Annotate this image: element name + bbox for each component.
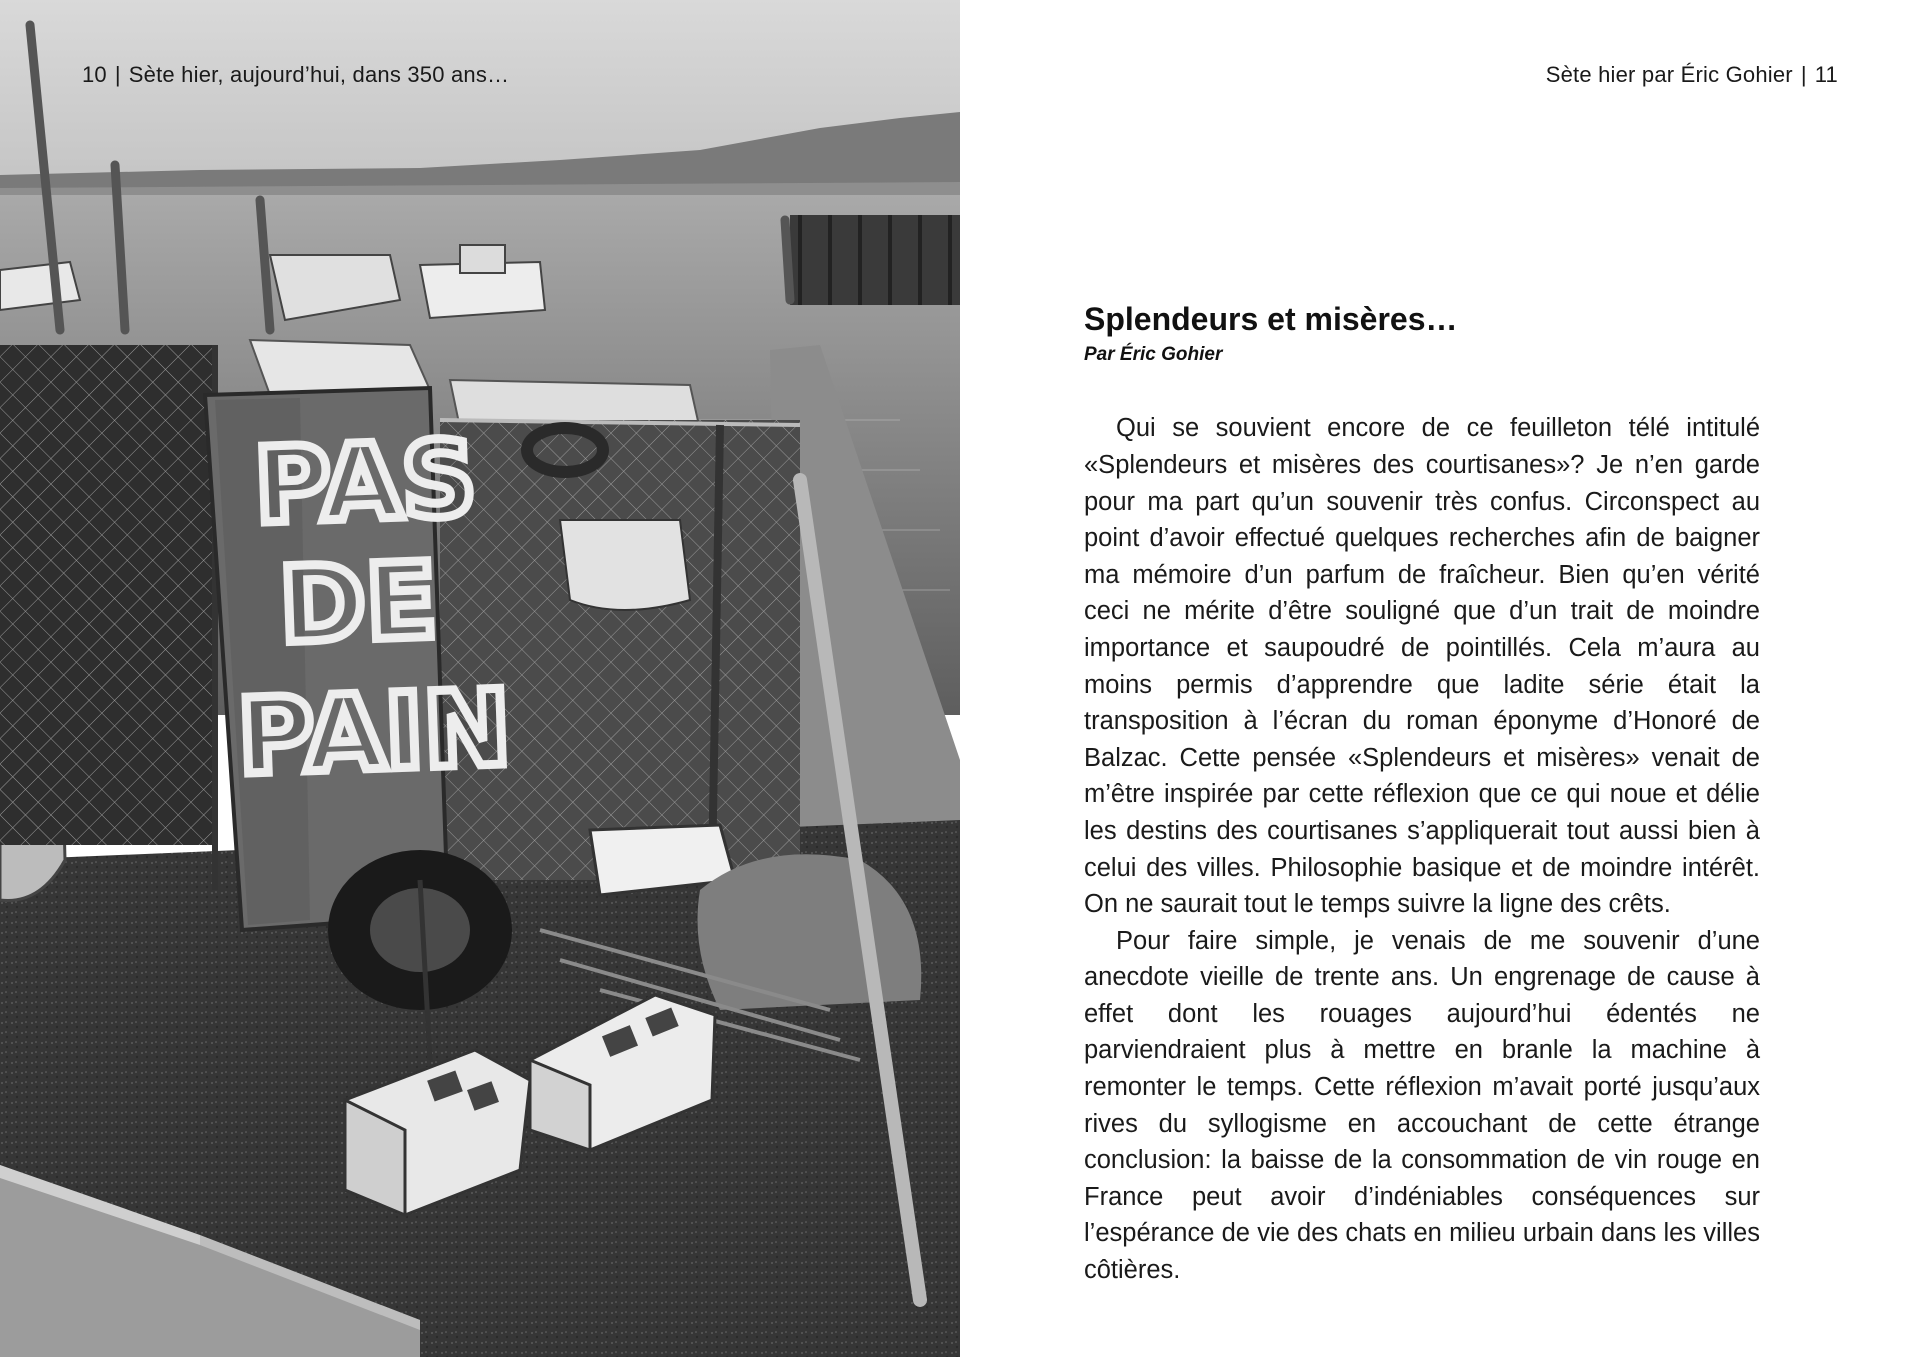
running-title-left: Sète hier, aujourd’hui, dans 350 ans… <box>128 62 510 87</box>
right-page <box>960 0 1920 1357</box>
running-head-right <box>1546 62 1838 88</box>
paragraph: Pour faire simple, je venais de me souvenir d’une anecdote vieille de trente ans. Un engrenage de cause à effet dont les rouages aujourd’hui édentés ne parviendraient plus à mettre en branle la machine à remonter le temps. Cette réflexion m’avait porté jusqu’aux rives du syllogisme en accouchant de cette étrange conclusion: la baisse de la consommation de vin rouge en France peut avoir d’indéniables conséquences sur l’espérance de vie des chats en milieu urbain dans les villes côtières. <box>1084 926 1760 1285</box>
article <box>1084 300 1760 1289</box>
article-title: Splendeurs et misères… <box>1084 301 1458 337</box>
separator-bar: | <box>1800 62 1807 87</box>
sign-line-3: PAIN <box>235 666 513 799</box>
article-byline: Par Éric Gohier <box>1084 344 1223 366</box>
paragraph: Qui se souvient encore de ce feuilleton télé intitulé «Splendeurs et misères des courtisanes»? Je n’en garde pour ma part qu’un souvenir très confus. Circonspect au point d’avoir effectué quelques recherches afin de baigner ma mémoire d’un parfum de fraîcheur. Bien qu’en vérité ceci ne mérite d’être souligné que d’un trait de moindre importance et saupoudré de pointillés. Cela m’aura au moins permis d’apprendre que ladite série était la transposition à l’écran du roman éponyme d’Honoré de Balzac. Cette pensée «Splendeurs et misères» venait de m’être inspirée par cette réflexion que ce qui noue et délie les destins des courtisanes s’appliquerait tout aussi bien à celui des villes. Philosophie basique et de moindre intérêt. On ne saurait tout le temps suivre la ligne des crêts. <box>1084 414 1760 919</box>
separator-bar: | <box>114 62 121 87</box>
small-boat <box>560 520 690 610</box>
sign-line-2: DE <box>277 539 439 667</box>
article-body <box>1084 410 1760 1288</box>
tire <box>328 850 512 1010</box>
page-number-left: 10 <box>82 62 107 87</box>
running-title-right: Sète hier par Éric Gohier <box>1545 62 1793 87</box>
sign-line-1: PAS <box>252 417 479 548</box>
page-number-right: 11 <box>1814 62 1838 87</box>
running-head-left <box>82 62 509 88</box>
wooden-pier <box>790 215 960 305</box>
